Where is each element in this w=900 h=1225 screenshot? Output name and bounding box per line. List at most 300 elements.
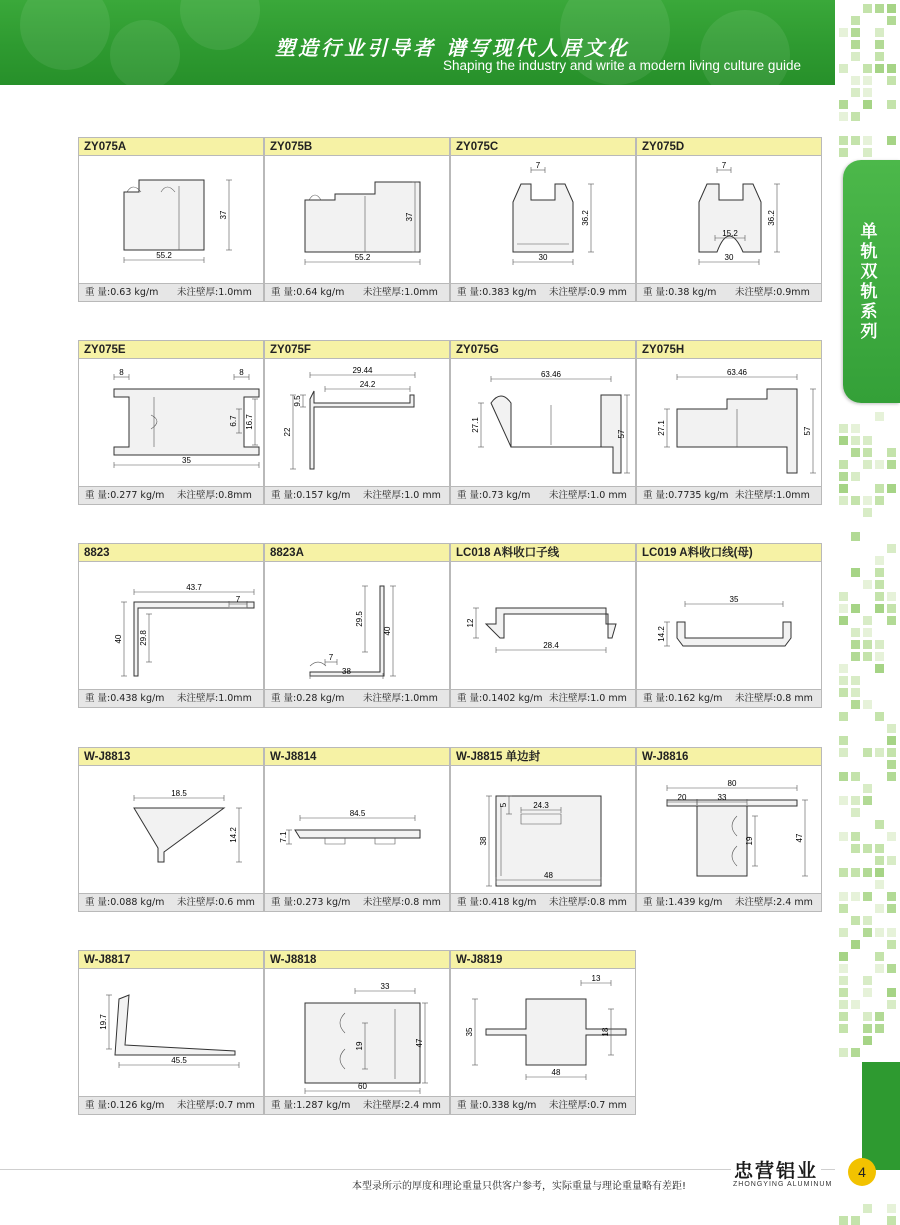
product-wall-thickness: 未注壁厚:0.8 mm [549,897,627,908]
mosaic-square [875,52,884,61]
product-weight: 重 量:0.64 kg/m [271,287,345,298]
page-number-badge: 4 [848,1158,876,1186]
mosaic-square [851,40,860,49]
mosaic-square [839,736,848,745]
mosaic-square [863,652,872,661]
dimension-label: 47 [415,1038,424,1048]
dimension-label: 14.2 [657,626,666,642]
mosaic-square [875,844,884,853]
disclaimer-text: 本型录所示的厚度和理论重量只供客户参考，实际重量与理论重量略有差距! [352,1181,687,1192]
mosaic-square [839,772,848,781]
product-code: ZY075A [79,138,263,156]
mosaic-square [875,64,884,73]
dimension-label: 14.2 [229,827,238,843]
product-specs [451,1096,635,1114]
product-card [78,950,264,1115]
product-weight: 重 量:1.439 kg/m [643,897,723,908]
product-wall-thickness: 未注壁厚:1.0mm [177,287,252,298]
mosaic-square [875,1024,884,1033]
dimension-label: 35 [729,595,739,604]
mosaic-square [875,460,884,469]
mosaic-square [863,892,872,901]
dimension-label: 80 [727,779,737,788]
product-specs [79,893,263,911]
mosaic-square [887,856,896,865]
mosaic-square [851,832,860,841]
profile-drawing [79,562,263,689]
product-code: W-J8819 [451,951,635,969]
mosaic-square [839,64,848,73]
product-code: LC018 A料收口子线 [451,544,635,562]
header-slogan-cn: 塑造行业引导者 谱写现代人居文化 [275,36,630,60]
mosaic-square [851,808,860,817]
mosaic-square [887,988,896,997]
product-card [264,950,450,1115]
mosaic-square [875,556,884,565]
brand-name-cn: 忠营铝业 [731,1156,821,1183]
mosaic-square [887,484,896,493]
mosaic-square [851,640,860,649]
product-code: W-J8815 单边封 [451,748,635,766]
dimension-label: 37 [219,210,228,220]
dimension-label: 84.5 [349,809,366,818]
product-card [450,137,636,302]
mosaic-square [839,796,848,805]
dimension-label: 12 [466,618,475,628]
dimension-label: 16.7 [245,414,254,430]
mosaic-square [863,784,872,793]
dimension-label: 33 [380,982,390,991]
dimension-label: 29.8 [139,630,148,646]
mosaic-square [887,1204,896,1213]
mosaic-square [839,676,848,685]
mosaic-square [839,832,848,841]
mosaic-square [887,136,896,145]
mosaic-square [839,136,848,145]
profile-drawing [79,969,263,1096]
mosaic-square [887,904,896,913]
mosaic-square [863,796,872,805]
dimension-label: 48 [544,871,553,880]
mosaic-square [839,616,848,625]
product-specs [637,486,821,504]
dimension-label: 18.5 [171,789,187,798]
product-specs [637,893,821,911]
dimension-label: 7 [235,595,241,604]
mosaic-square [875,856,884,865]
product-specs [265,283,449,301]
mosaic-square [851,52,860,61]
mosaic-square [875,640,884,649]
mosaic-square [863,1012,872,1021]
mosaic-square [839,904,848,913]
mosaic-square [851,448,860,457]
mosaic-square [863,628,872,637]
product-code: W-J8816 [637,748,821,766]
mosaic-square [875,652,884,661]
mosaic-square [851,940,860,949]
mosaic-square [887,460,896,469]
mosaic-square [875,28,884,37]
profile-drawing [637,562,821,689]
product-weight: 重 量:1.287 kg/m [271,1100,351,1111]
product-code: W-J8817 [79,951,263,969]
product-wall-thickness: 未注壁厚:2.4 mm [735,897,813,908]
product-card [636,340,822,505]
product-wall-thickness: 未注壁厚:1.0mm [177,693,252,704]
mosaic-square [887,1000,896,1009]
profile-drawing [451,156,635,283]
dimension-label: 27.1 [657,420,666,436]
mosaic-square [875,592,884,601]
product-wall-thickness: 未注壁厚:0.7 mm [549,1100,627,1111]
dimension-label: 15.2 [722,229,738,238]
mosaic-square [863,580,872,589]
dimension-label: 18 [601,1027,610,1037]
mosaic-square [887,76,896,85]
profile-drawing [637,766,821,893]
product-wall-thickness: 未注壁厚:1.0 mm [363,490,441,501]
mosaic-square [851,868,860,877]
product-code: ZY075F [265,341,449,359]
product-weight: 重 量:0.1402 kg/m [457,693,543,704]
mosaic-square [875,496,884,505]
dimension-label: 5 [499,802,508,808]
mosaic-square [851,532,860,541]
mosaic-square [875,928,884,937]
mosaic-square [851,844,860,853]
mosaic-square [887,748,896,757]
dimension-label: 27.1 [471,417,480,433]
dimension-label: 43.7 [186,583,202,592]
mosaic-square [851,1000,860,1009]
mosaic-square [887,592,896,601]
product-weight: 重 量:0.63 kg/m [85,287,159,298]
dimension-label: 29.44 [352,366,373,375]
mosaic-square [851,568,860,577]
mosaic-square [839,892,848,901]
dimension-label: 60 [358,1082,367,1091]
product-weight: 重 量:0.7735 kg/m [643,490,729,501]
mosaic-square [863,100,872,109]
mosaic-square [839,436,848,445]
profile-drawing [451,969,635,1096]
mosaic-square [887,448,896,457]
product-specs [265,689,449,707]
mosaic-square [887,724,896,733]
mosaic-square [875,952,884,961]
decorative-green-bar [862,1062,900,1170]
product-card [450,747,636,912]
mosaic-square [863,436,872,445]
mosaic-square [863,700,872,709]
mosaic-square [851,436,860,445]
product-weight: 重 量:0.162 kg/m [643,693,723,704]
product-weight: 重 量:0.73 kg/m [457,490,531,501]
product-weight: 重 量:0.38 kg/m [643,287,717,298]
mosaic-square [863,976,872,985]
product-card [78,340,264,505]
product-code: ZY075B [265,138,449,156]
mosaic-square [875,484,884,493]
mosaic-square [863,844,872,853]
mosaic-square [851,496,860,505]
mosaic-square [887,604,896,613]
dimension-label: 7 [535,161,541,170]
product-wall-thickness: 未注壁厚:0.8mm [177,490,252,501]
mosaic-square [863,916,872,925]
mosaic-square [839,460,848,469]
product-card [636,747,822,912]
mosaic-square [875,748,884,757]
page-header [0,0,835,85]
dimension-label: 19 [355,1041,364,1051]
mosaic-square [863,448,872,457]
product-wall-thickness: 未注壁厚:1.0 mm [549,693,627,704]
product-specs [451,486,635,504]
product-specs [79,283,263,301]
mosaic-square [875,904,884,913]
product-wall-thickness: 未注壁厚:1.0mm [363,287,438,298]
product-wall-thickness: 未注壁厚:1.0mm [363,693,438,704]
dimension-label: 7.1 [279,831,288,843]
mosaic-square [863,1036,872,1045]
mosaic-square [851,1048,860,1057]
product-card [450,543,636,708]
dimension-label: 8 [239,368,244,377]
mosaic-square [851,16,860,25]
mosaic-square [851,652,860,661]
product-code: ZY075G [451,341,635,359]
product-card [450,950,636,1115]
mosaic-square [839,148,848,157]
mosaic-square [887,832,896,841]
mosaic-square [839,484,848,493]
dimension-label: 57 [803,426,812,436]
mosaic-square [863,148,872,157]
product-code: 8823A [265,544,449,562]
mosaic-square [863,136,872,145]
product-card [264,747,450,912]
mosaic-square [887,16,896,25]
mosaic-square [839,1048,848,1057]
dimension-label: 30 [538,253,548,262]
mosaic-square [839,1012,848,1021]
dimension-label: 37 [405,212,414,222]
product-card [264,137,450,302]
dimension-label: 7 [721,161,727,170]
dimension-label: 20 [677,793,687,802]
mosaic-square [863,508,872,517]
profile-drawing [265,766,449,893]
product-card [264,340,450,505]
mosaic-square [887,772,896,781]
product-card [264,543,450,708]
mosaic-square [887,64,896,73]
product-specs [451,893,635,911]
mosaic-square [839,748,848,757]
mosaic-square [875,880,884,889]
mosaic-square [887,4,896,13]
mosaic-square [863,64,872,73]
mosaic-square [851,772,860,781]
series-tab-label: 单轨双轨系列 [860,222,878,342]
mosaic-square [839,688,848,697]
dimension-label: 8 [119,368,124,377]
mosaic-square [839,592,848,601]
mosaic-square [863,1204,872,1213]
product-wall-thickness: 未注壁厚:1.0 mm [549,490,627,501]
mosaic-square [851,796,860,805]
dimension-label: 35 [182,456,191,465]
product-code: ZY075E [79,341,263,359]
mosaic-square [839,472,848,481]
profile-drawing [265,156,449,283]
mosaic-square [851,88,860,97]
mosaic-square [851,76,860,85]
mosaic-square [875,40,884,49]
product-wall-thickness: 未注壁厚:1.0mm [735,490,810,501]
brand-name-en: ZHONGYING ALUMINUM [733,1181,833,1188]
mosaic-square [851,604,860,613]
product-specs [265,1096,449,1114]
dimension-label: 7 [328,653,334,662]
dimension-label: 35 [465,1027,474,1037]
profile-drawing [79,766,263,893]
product-weight: 重 量:0.28 kg/m [271,693,345,704]
mosaic-square [863,640,872,649]
mosaic-square [839,28,848,37]
header-slogan-en: Shaping the industry and write a modern living culture guide [443,58,801,73]
dimension-label: 6.7 [229,415,238,427]
mosaic-square [839,496,848,505]
product-weight: 重 量:0.088 kg/m [85,897,165,908]
mosaic-square [851,628,860,637]
profile-drawing [451,359,635,486]
mosaic-square [851,112,860,121]
product-code: ZY075H [637,341,821,359]
mosaic-square [875,964,884,973]
mosaic-square [839,604,848,613]
dimension-label: 40 [114,634,123,644]
mosaic-square [875,1012,884,1021]
product-code: W-J8818 [265,951,449,969]
mosaic-square [887,928,896,937]
product-code: W-J8813 [79,748,263,766]
mosaic-square [887,892,896,901]
mosaic-square [839,112,848,121]
product-weight: 重 量:0.418 kg/m [457,897,537,908]
product-specs [637,283,821,301]
mosaic-square [887,544,896,553]
footer-divider [0,1169,835,1170]
mosaic-square [875,712,884,721]
mosaic-square [887,736,896,745]
mosaic-square [851,424,860,433]
product-specs [451,689,635,707]
mosaic-square [887,616,896,625]
mosaic-square [851,472,860,481]
product-specs [79,486,263,504]
dimension-label: 63.46 [540,370,562,379]
dimension-label: 40 [383,626,392,636]
mosaic-square [851,688,860,697]
product-code: LC019 A料收口线(母) [637,544,821,562]
profile-drawing [451,766,635,893]
product-wall-thickness: 未注壁厚:0.8 mm [363,897,441,908]
mosaic-square [851,892,860,901]
dimension-label: 63.46 [726,368,748,377]
product-weight: 重 量:0.273 kg/m [271,897,351,908]
mosaic-square [887,940,896,949]
mosaic-square [863,4,872,13]
mosaic-square [887,760,896,769]
dimension-label: 24.3 [533,801,549,810]
dimension-label: 55.2 [156,251,172,260]
product-card [450,340,636,505]
product-wall-thickness: 未注壁厚:0.9 mm [549,287,627,298]
dimension-label: 55.2 [354,253,371,262]
product-wall-thickness: 未注壁厚:2.4 mm [363,1100,441,1111]
mosaic-square [863,76,872,85]
product-wall-thickness: 未注壁厚:0.8 mm [735,693,813,704]
mosaic-square [839,712,848,721]
mosaic-square [839,952,848,961]
product-code: W-J8814 [265,748,449,766]
dimension-label: 38 [479,836,488,846]
product-weight: 重 量:0.438 kg/m [85,693,165,704]
product-wall-thickness: 未注壁厚:0.9mm [735,287,810,298]
mosaic-square [851,676,860,685]
product-specs [265,893,449,911]
product-card [78,747,264,912]
product-card [78,543,264,708]
product-specs [265,486,449,504]
profile-drawing [79,359,263,486]
mosaic-square [887,964,896,973]
mosaic-square [863,988,872,997]
dimension-label: 45.5 [171,1056,187,1065]
dimension-label: 33 [717,793,727,802]
profile-drawing [637,156,821,283]
mosaic-square [863,460,872,469]
dimension-label: 13 [591,974,601,983]
dimension-label: 29.5 [355,611,364,627]
mosaic-square [839,1024,848,1033]
mosaic-square [875,412,884,421]
mosaic-square [839,1000,848,1009]
mosaic-square [875,568,884,577]
mosaic-square [839,964,848,973]
profile-drawing [79,156,263,283]
mosaic-square [851,28,860,37]
mosaic-square [839,424,848,433]
dimension-label: 36.2 [767,210,776,226]
product-specs [79,689,263,707]
product-card [636,137,822,302]
product-card [636,543,822,708]
mosaic-square [863,88,872,97]
mosaic-square [839,664,848,673]
mosaic-square [863,928,872,937]
dimension-label: 9.5 [293,395,302,407]
mosaic-square [863,616,872,625]
mosaic-square [839,868,848,877]
mosaic-square [863,1024,872,1033]
dimension-label: 19.7 [99,1014,108,1030]
dimension-label: 36.2 [581,210,590,226]
dimension-label: 48 [551,1068,561,1077]
